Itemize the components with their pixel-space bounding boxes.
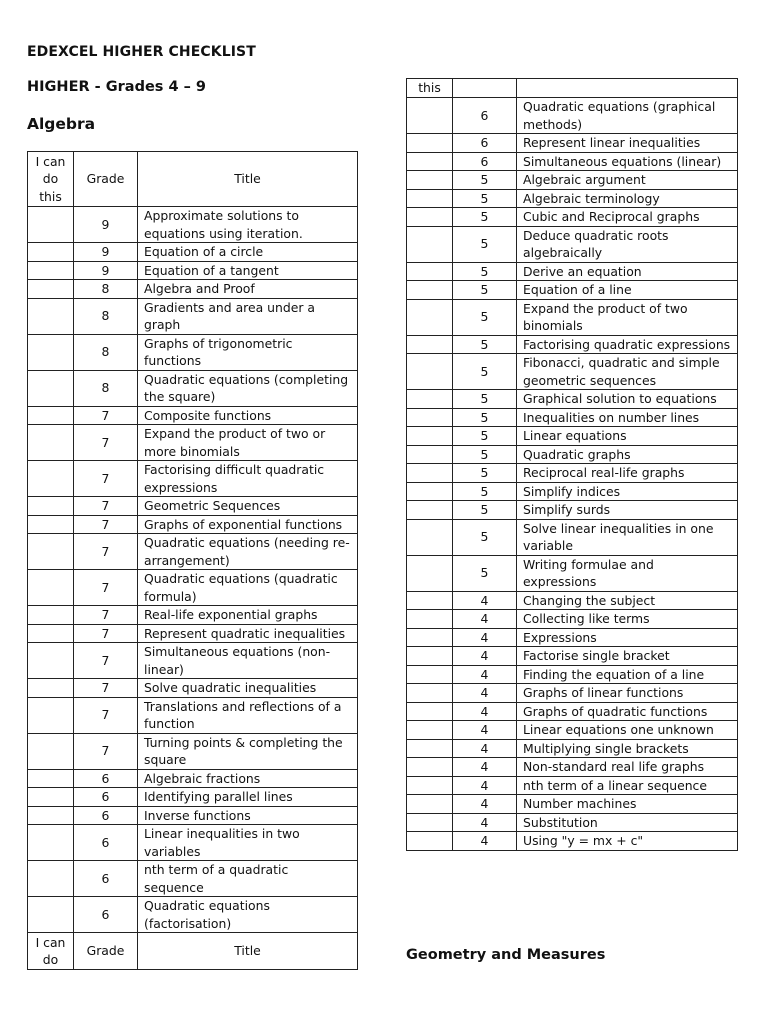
title-cell: Reciprocal real-life graphs — [517, 464, 738, 483]
title-header — [517, 79, 738, 98]
checkbox-cell[interactable] — [407, 390, 453, 409]
title-cell: Equation of a line — [517, 281, 738, 300]
title-cell: Factorising quadratic expressions — [517, 335, 738, 354]
table-row — [407, 684, 738, 703]
title-cell: Solve linear inequalities in one variable — [517, 519, 738, 555]
grade-cell: 7 — [74, 624, 138, 643]
grade-cell: 6 — [74, 788, 138, 807]
title-cell: Approximate solutions to equations using iteration. — [138, 207, 358, 243]
grade-cell: 6 — [74, 861, 138, 897]
grade-cell: 9 — [74, 243, 138, 262]
title-cell: Factorise single bracket — [517, 647, 738, 666]
table-row — [28, 461, 358, 497]
table-row — [407, 281, 738, 300]
checkbox-cell[interactable] — [407, 684, 453, 703]
title-cell: Linear inequalities in two variables — [138, 825, 358, 861]
title-cell: Non-standard real life graphs — [517, 758, 738, 777]
title-cell: Multiplying single brackets — [517, 739, 738, 758]
checkbox-cell[interactable] — [407, 739, 453, 758]
grade-cell: 5 — [453, 555, 517, 591]
grade-cell: 5 — [453, 262, 517, 281]
algebra-checklist-table — [27, 151, 358, 970]
title-cell: Linear equations one unknown — [517, 721, 738, 740]
grade-cell: 5 — [453, 519, 517, 555]
title-cell: Fibonacci, quadratic and simple geometric sequences — [517, 354, 738, 390]
title-cell: Algebraic terminology — [517, 189, 738, 208]
checkbox-cell[interactable] — [407, 501, 453, 520]
table-header-row — [28, 152, 358, 207]
table-row — [407, 171, 738, 190]
title-cell: Writing formulae and expressions — [517, 555, 738, 591]
title-cell: Factorising difficult quadratic expressions — [138, 461, 358, 497]
title-cell: Number machines — [517, 795, 738, 814]
title-cell: Algebraic argument — [517, 171, 738, 190]
table-row — [407, 721, 738, 740]
checkbox-cell[interactable] — [407, 408, 453, 427]
section-heading-algebra: Algebra — [27, 115, 96, 133]
grade-cell: 5 — [453, 408, 517, 427]
grade-header — [453, 79, 517, 98]
checkbox-cell[interactable] — [28, 461, 74, 497]
table-row — [28, 733, 358, 769]
title-cell: Quadratic graphs — [517, 445, 738, 464]
grade-cell: 7 — [74, 570, 138, 606]
checkbox-cell[interactable] — [407, 299, 453, 335]
checkbox-cell[interactable] — [407, 776, 453, 795]
title-header: Title — [138, 152, 358, 207]
title-cell: Expressions — [517, 628, 738, 647]
grade-cell: 6 — [453, 98, 517, 134]
checkbox-cell[interactable] — [28, 280, 74, 299]
grade-cell: 8 — [74, 370, 138, 406]
grade-cell: 4 — [453, 591, 517, 610]
table-row — [28, 643, 358, 679]
table-row — [28, 497, 358, 516]
grade-cell: 4 — [453, 647, 517, 666]
grade-cell: 6 — [74, 769, 138, 788]
checkbox-cell[interactable] — [28, 861, 74, 897]
table-row — [407, 189, 738, 208]
table-row — [28, 788, 358, 807]
checkbox-cell[interactable] — [407, 519, 453, 555]
table-row — [28, 243, 358, 262]
table-row — [28, 769, 358, 788]
grade-cell: 5 — [453, 281, 517, 300]
title-cell: Real-life exponential graphs — [138, 606, 358, 625]
table-row — [28, 825, 358, 861]
table-row — [28, 570, 358, 606]
title-header: Title — [138, 933, 358, 970]
grade-cell: 4 — [453, 665, 517, 684]
grade-cell: 5 — [453, 335, 517, 354]
table-row — [28, 679, 358, 698]
grade-cell: 7 — [74, 497, 138, 516]
title-cell: Solve quadratic inequalities — [138, 679, 358, 698]
table-row — [28, 370, 358, 406]
checkbox-cell[interactable] — [28, 370, 74, 406]
checkbox-cell[interactable] — [407, 226, 453, 262]
grade-cell: 5 — [453, 226, 517, 262]
grade-header: Grade — [74, 933, 138, 970]
checkbox-cell[interactable] — [28, 643, 74, 679]
grade-cell: 9 — [74, 207, 138, 243]
table-row — [28, 280, 358, 299]
checkbox-cell[interactable] — [407, 464, 453, 483]
grade-cell: 5 — [453, 390, 517, 409]
table-row — [28, 406, 358, 425]
checkbox-cell[interactable] — [407, 152, 453, 171]
grade-cell: 7 — [74, 534, 138, 570]
grade-cell: 5 — [453, 208, 517, 227]
table-row — [407, 813, 738, 832]
grade-cell: 5 — [453, 171, 517, 190]
checkbox-cell[interactable] — [407, 482, 453, 501]
title-cell: Finding the equation of a line — [517, 665, 738, 684]
table-row — [407, 335, 738, 354]
checkbox-cell[interactable] — [28, 806, 74, 825]
grade-cell: 4 — [453, 795, 517, 814]
grade-cell: 5 — [453, 501, 517, 520]
checkbox-cell[interactable] — [407, 813, 453, 832]
table-row — [28, 697, 358, 733]
grade-cell: 7 — [74, 461, 138, 497]
checkbox-cell[interactable] — [407, 758, 453, 777]
title-cell: Algebra and Proof — [138, 280, 358, 299]
grade-cell: 5 — [453, 354, 517, 390]
table-row — [407, 647, 738, 666]
table-row — [407, 464, 738, 483]
table-row — [407, 832, 738, 851]
title-cell: Inverse functions — [138, 806, 358, 825]
title-cell: nth term of a linear sequence — [517, 776, 738, 795]
grade-cell: 7 — [74, 733, 138, 769]
grade-cell: 7 — [74, 606, 138, 625]
checkbox-cell[interactable] — [407, 208, 453, 227]
title-cell: Collecting like terms — [517, 610, 738, 629]
section-heading-geometry: Geometry and Measures — [406, 947, 606, 963]
title-cell: Gradients and area under a graph — [138, 298, 358, 334]
table-row — [28, 207, 358, 243]
title-cell: Cubic and Reciprocal graphs — [517, 208, 738, 227]
checkbox-cell[interactable] — [28, 606, 74, 625]
grade-cell: 5 — [453, 427, 517, 446]
table-row — [28, 806, 358, 825]
checkbox-cell[interactable] — [28, 769, 74, 788]
title-cell: Algebraic fractions — [138, 769, 358, 788]
title-cell: Graphs of quadratic functions — [517, 702, 738, 721]
checkbox-cell[interactable] — [407, 795, 453, 814]
table-row — [407, 390, 738, 409]
title-cell: Turning points & completing the square — [138, 733, 358, 769]
table-row — [407, 208, 738, 227]
checkbox-cell[interactable] — [28, 334, 74, 370]
checkbox-cell[interactable] — [28, 697, 74, 733]
table-row — [407, 445, 738, 464]
table-row — [407, 776, 738, 795]
table-row — [407, 262, 738, 281]
title-cell: Substitution — [517, 813, 738, 832]
checkbox-cell[interactable] — [407, 555, 453, 591]
title-cell: Derive an equation — [517, 262, 738, 281]
title-cell: Represent quadratic inequalities — [138, 624, 358, 643]
checkbox-cell[interactable] — [407, 98, 453, 134]
checkbox-cell[interactable] — [407, 189, 453, 208]
can-do-header: this — [407, 79, 453, 98]
title-cell: nth term of a quadratic sequence — [138, 861, 358, 897]
grade-cell: 7 — [74, 425, 138, 461]
checkbox-cell[interactable] — [28, 534, 74, 570]
table-row — [407, 555, 738, 591]
title-cell: Expand the product of two binomials — [517, 299, 738, 335]
table-row — [407, 739, 738, 758]
title-cell: Quadratic equations (factorisation) — [138, 897, 358, 933]
title-cell: Quadratic equations (quadratic formula) — [138, 570, 358, 606]
grade-cell: 8 — [74, 334, 138, 370]
checkbox-cell[interactable] — [28, 515, 74, 534]
title-cell: Composite functions — [138, 406, 358, 425]
grade-cell: 7 — [74, 697, 138, 733]
title-cell: Inequalities on number lines — [517, 408, 738, 427]
checkbox-cell[interactable] — [28, 788, 74, 807]
grade-cell: 4 — [453, 721, 517, 740]
title-cell: Quadratic equations (needing re-arrangement) — [138, 534, 358, 570]
table-header-row — [407, 79, 738, 98]
title-cell: Quadratic equations (completing the square) — [138, 370, 358, 406]
grade-cell: 7 — [74, 679, 138, 698]
table-row — [28, 425, 358, 461]
grade-cell: 4 — [453, 758, 517, 777]
table-row — [407, 519, 738, 555]
title-cell: Simplify indices — [517, 482, 738, 501]
checkbox-cell[interactable] — [28, 207, 74, 243]
table-row — [407, 226, 738, 262]
checkbox-cell[interactable] — [28, 298, 74, 334]
grade-cell: 4 — [453, 776, 517, 795]
checkbox-cell[interactable] — [407, 281, 453, 300]
can-do-header: I can do this — [28, 152, 74, 207]
checkbox-cell[interactable] — [407, 610, 453, 629]
title-cell: Linear equations — [517, 427, 738, 446]
table-row — [28, 334, 358, 370]
checkbox-cell[interactable] — [28, 570, 74, 606]
table-row — [407, 98, 738, 134]
table-row — [407, 591, 738, 610]
checkbox-cell[interactable] — [407, 171, 453, 190]
page-title: EDEXCEL HIGHER CHECKLIST — [27, 44, 256, 60]
grade-cell: 7 — [74, 406, 138, 425]
checkbox-cell[interactable] — [28, 679, 74, 698]
grade-cell: 6 — [453, 152, 517, 171]
title-cell: Expand the product of two or more binomials — [138, 425, 358, 461]
grade-cell: 5 — [453, 464, 517, 483]
table-row — [407, 134, 738, 153]
title-cell: Deduce quadratic roots algebraically — [517, 226, 738, 262]
table-row — [407, 408, 738, 427]
grade-cell: 5 — [453, 445, 517, 464]
table-row — [407, 628, 738, 647]
grade-cell: 4 — [453, 702, 517, 721]
title-cell: Equation of a tangent — [138, 261, 358, 280]
table-header-row — [28, 933, 358, 970]
table-row — [407, 758, 738, 777]
checkbox-cell[interactable] — [407, 262, 453, 281]
grade-cell: 5 — [453, 299, 517, 335]
checkbox-cell[interactable] — [28, 733, 74, 769]
checkbox-cell[interactable] — [28, 261, 74, 280]
grade-cell: 8 — [74, 298, 138, 334]
checkbox-cell[interactable] — [28, 624, 74, 643]
grade-cell: 6 — [74, 825, 138, 861]
table-row — [407, 501, 738, 520]
grade-cell: 9 — [74, 261, 138, 280]
table-row — [407, 702, 738, 721]
checkbox-cell[interactable] — [28, 825, 74, 861]
grade-cell: 8 — [74, 280, 138, 299]
title-cell: Graphs of trigonometric functions — [138, 334, 358, 370]
checkbox-cell[interactable] — [407, 832, 453, 851]
checkbox-cell[interactable] — [28, 497, 74, 516]
checkbox-cell[interactable] — [407, 665, 453, 684]
title-cell: Simplify surds — [517, 501, 738, 520]
title-cell: Represent linear inequalities — [517, 134, 738, 153]
table-row — [28, 515, 358, 534]
grade-cell: 7 — [74, 643, 138, 679]
checkbox-cell[interactable] — [407, 702, 453, 721]
grade-cell: 5 — [453, 189, 517, 208]
table-row — [28, 606, 358, 625]
table-row — [28, 261, 358, 280]
grade-cell: 4 — [453, 832, 517, 851]
grade-cell: 4 — [453, 628, 517, 647]
title-cell: Quadratic equations (graphical methods) — [517, 98, 738, 134]
title-cell: Identifying parallel lines — [138, 788, 358, 807]
table-row — [407, 610, 738, 629]
title-cell: Changing the subject — [517, 591, 738, 610]
title-cell: Translations and reflections of a function — [138, 697, 358, 733]
checkbox-cell[interactable] — [407, 445, 453, 464]
table-row — [407, 795, 738, 814]
grade-header: Grade — [74, 152, 138, 207]
checkbox-cell[interactable] — [407, 335, 453, 354]
table-row — [407, 354, 738, 390]
table-row — [28, 624, 358, 643]
title-cell: Graphs of linear functions — [517, 684, 738, 703]
grade-cell: 4 — [453, 684, 517, 703]
checkbox-cell[interactable] — [28, 406, 74, 425]
grade-cell: 6 — [74, 806, 138, 825]
grade-cell: 6 — [453, 134, 517, 153]
title-cell: Graphical solution to equations — [517, 390, 738, 409]
title-cell: Simultaneous equations (non-linear) — [138, 643, 358, 679]
checkbox-cell[interactable] — [407, 647, 453, 666]
title-cell: Equation of a circle — [138, 243, 358, 262]
checkbox-cell[interactable] — [407, 427, 453, 446]
checkbox-cell[interactable] — [407, 591, 453, 610]
title-cell: Graphs of exponential functions — [138, 515, 358, 534]
checkbox-cell[interactable] — [28, 425, 74, 461]
checkbox-cell[interactable] — [407, 134, 453, 153]
checkbox-cell[interactable] — [28, 243, 74, 262]
title-cell: Simultaneous equations (linear) — [517, 152, 738, 171]
can-do-header: I can do — [28, 933, 74, 970]
title-cell: Geometric Sequences — [138, 497, 358, 516]
checkbox-cell[interactable] — [28, 897, 74, 933]
table-row — [407, 482, 738, 501]
checkbox-cell[interactable] — [407, 628, 453, 647]
table-row — [407, 152, 738, 171]
checkbox-cell[interactable] — [407, 721, 453, 740]
table-row — [28, 298, 358, 334]
table-row — [28, 861, 358, 897]
grade-cell: 4 — [453, 610, 517, 629]
title-cell: Using "y = mx + c" — [517, 832, 738, 851]
table-row — [407, 665, 738, 684]
grade-cell: 4 — [453, 739, 517, 758]
grade-cell: 7 — [74, 515, 138, 534]
table-row — [28, 897, 358, 933]
table-row — [407, 299, 738, 335]
grade-cell: 6 — [74, 897, 138, 933]
table-row — [407, 427, 738, 446]
checkbox-cell[interactable] — [407, 354, 453, 390]
page-subtitle: HIGHER - Grades 4 – 9 — [27, 79, 207, 95]
algebra-checklist-table-continued — [406, 78, 738, 851]
grade-cell: 4 — [453, 813, 517, 832]
table-row — [28, 534, 358, 570]
grade-cell: 5 — [453, 482, 517, 501]
